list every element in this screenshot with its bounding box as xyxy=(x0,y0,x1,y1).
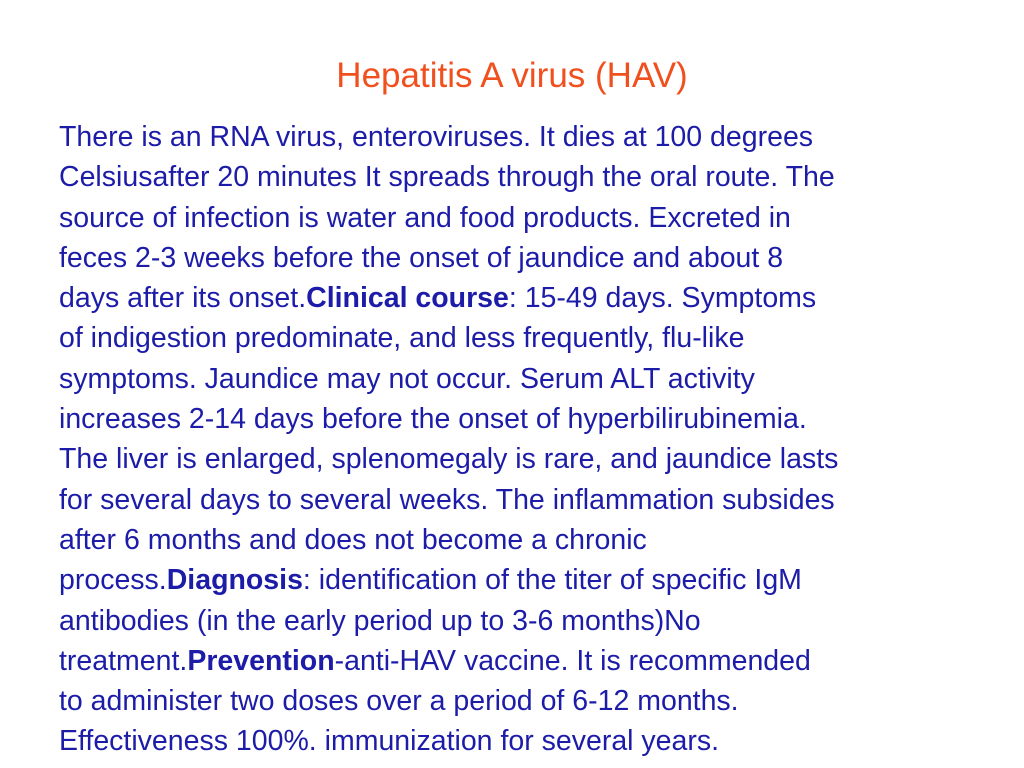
body-text-run: treatment. xyxy=(59,644,188,677)
body-text-run: to administer two doses over a period of 6-12 months. xyxy=(59,685,739,718)
body-text-run: antibodies (in the early period up to 3-6 months)No xyxy=(59,604,701,637)
body-text-run: symptoms. Jaundice may not occur. Serum ALT activity xyxy=(59,362,755,395)
body-text-run: process. xyxy=(59,564,167,597)
body-text-run: Effectiveness 100%. immunization for several years. xyxy=(59,725,720,758)
body-text-run: days after its onset. xyxy=(59,282,307,315)
body-line xyxy=(59,520,989,560)
body-text-run: source of infection is water and food products. Excreted in xyxy=(59,201,791,234)
body-line xyxy=(59,157,989,197)
body-line xyxy=(59,439,989,479)
body-line xyxy=(59,560,989,600)
body-line xyxy=(59,238,989,278)
body-text-run: increases 2-14 days before the onset of hyperbilirubinemia. xyxy=(59,403,807,436)
body-line xyxy=(59,318,989,358)
body-line xyxy=(59,198,989,238)
body-text-run: There is an RNA virus, enteroviruses. It dies at 100 degrees xyxy=(59,121,814,153)
body-line xyxy=(59,641,989,681)
body-line xyxy=(59,359,989,399)
body-text-run: Celsiusafter 20 minutes It spreads through the oral route. The xyxy=(59,161,835,194)
bold-term: Diagnosis xyxy=(166,564,303,597)
body-line xyxy=(59,399,989,439)
body-text-run: -anti-HAV vaccine. It is recommended xyxy=(334,644,811,677)
body-text-run: : 15-49 days. Symptoms xyxy=(508,282,817,315)
bold-term: Prevention xyxy=(187,644,335,677)
body-line xyxy=(59,681,989,721)
body-text-run: after 6 months and does not become a chronic xyxy=(59,523,647,556)
body-line xyxy=(59,278,989,318)
body-text-run: of indigestion predominate, and less frequently, flu-like xyxy=(59,322,745,355)
slide-body-text xyxy=(59,117,989,762)
body-line xyxy=(59,721,989,761)
body-text-run: for several days to several weeks. The inflammation subsides xyxy=(59,483,835,516)
body-text-run: feces 2-3 weeks before the onset of jaundice and about 8 xyxy=(59,241,784,274)
body-line xyxy=(59,117,989,157)
body-text-run: The liver is enlarged, splenomegaly is rare, and jaundice lasts xyxy=(59,443,839,476)
bold-term: Clinical course xyxy=(306,282,509,315)
body-line xyxy=(59,601,989,641)
body-line xyxy=(59,480,989,520)
slide-title: Hepatitis A virus (HAV) xyxy=(336,56,688,95)
body-text-run: : identification of the titer of specific IgM xyxy=(302,564,802,597)
